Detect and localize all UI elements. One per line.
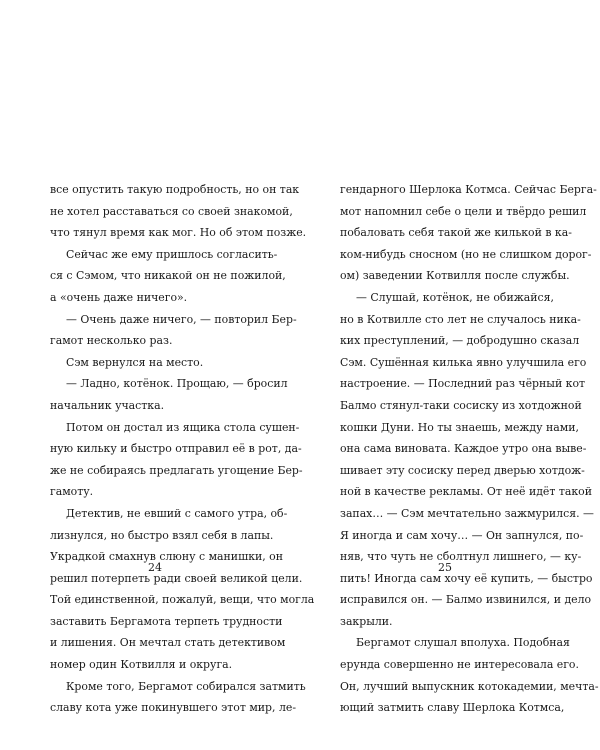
text-line: ющий затмить славу Шерлока Котмса,	[340, 701, 565, 715]
text-line: Потом он достал из ящика стола сушен-	[66, 420, 300, 434]
text-line: что тянул время как мог. Но об этом позже.	[50, 226, 307, 240]
text-line: начальник участка.	[50, 398, 165, 412]
left-page-text	[50, 179, 315, 719]
right-page-text	[340, 179, 599, 719]
text-line: няв, что чуть не сболтнул лишнего, — ку-	[340, 550, 582, 564]
text-line: Он, лучший выпускник котокадемии, мечта-	[340, 679, 599, 693]
text-line: шивает эту сосиску перед дверью хотдож-	[340, 463, 585, 477]
text-line: Балмо стянул-таки сосиску из хотдожной	[340, 398, 582, 412]
text-line: заставить Бергамота терпеть трудности	[50, 614, 283, 628]
text-line: славу кота уже покинувшего этот мир, ле-	[50, 701, 296, 715]
text-line: Той единственной, пожалуй, вещи, что могла	[50, 593, 315, 607]
text-line: ную кильку и быстро отправил её в рот, да-	[50, 442, 302, 456]
text-line: мот напомнил себе о цели и твёрдо решил	[340, 204, 587, 218]
text-line: закрыли.	[340, 614, 393, 628]
text-line: Сэм. Сушённая килька явно улучшила его	[340, 355, 587, 369]
text-line: ся с Сэмом, что никакой он не пожилой,	[50, 269, 286, 283]
text-line: кошки Дуни. Но ты знаешь, между нами,	[340, 420, 579, 434]
text-line: Сейчас же ему пришлось согласить-	[66, 247, 278, 261]
text-line: пить! Иногда сам хочу её купить, — быстро	[340, 571, 593, 585]
text-line: ком-нибудь сносном (но не слишком дорог-	[340, 247, 592, 261]
text-line: настроение. — Последний раз чёрный кот	[340, 377, 586, 391]
text-line: Кроме того, Бергамот собирался затмить	[66, 679, 306, 693]
text-line: но в Котвилле сто лет не случалось ника-	[340, 312, 581, 326]
text-line: ной в качестве рекламы. От неё идёт такой	[340, 485, 592, 499]
text-line: а «очень даже ничего».	[50, 290, 188, 304]
text-line: ких преступлений, — добродушно сказал	[340, 334, 580, 348]
text-line: Украдкой смахнув слюну с манишки, он	[50, 550, 283, 564]
text-line: и лишения. Он мечтал стать детективом	[50, 636, 286, 650]
text-line: ом) заведении Котвилля после службы.	[340, 269, 570, 283]
text-line: гендарного Шерлока Котмса. Сейчас Берга-	[340, 183, 597, 196]
page-number-left: 24	[148, 561, 162, 574]
text-line: гамоту.	[50, 485, 94, 499]
text-line: побаловать себя такой же килькой в ка-	[340, 226, 572, 240]
text-line: она сама виновата. Каждое утро она выве-	[340, 442, 587, 456]
text-line: ерунда совершенно не интересовала его.	[340, 658, 579, 672]
text-line: Детектив, не евший с самого утра, об-	[66, 506, 288, 520]
text-line: Бергамот слушал вполуха. Подобная	[356, 636, 570, 650]
text-line: не хотел расставаться со своей знакомой,	[50, 204, 293, 218]
text-line: же не собираясь предлагать угощение Бер-	[50, 463, 303, 477]
text-line: решил потерпеть ради своей великой цели.	[50, 571, 303, 585]
text-line: все опустить такую подробность, но он так	[50, 183, 300, 196]
text-line: номер один Котвилля и округа.	[50, 658, 233, 672]
text-line: — Ладно, котёнок. Прощаю, — бросил	[66, 377, 288, 391]
text-line: запах… — Сэм мечтательно зажмурился. —	[340, 506, 594, 520]
page-number-right: 25	[438, 561, 452, 574]
text-line: — Очень даже ничего, — повторил Бер-	[66, 312, 297, 326]
text-line: Сэм вернулся на место.	[66, 355, 204, 369]
text-line: исправился он. — Балмо извинился, и дело	[340, 593, 592, 607]
text-line: лизнулся, но быстро взял себя в лапы.	[50, 528, 274, 542]
text-line: Я иногда и сам хочу… — Он запнулся, по-	[340, 528, 584, 542]
text-line: гамот несколько раз.	[50, 334, 173, 348]
text-line: — Слушай, котёнок, не обижайся,	[356, 290, 554, 304]
